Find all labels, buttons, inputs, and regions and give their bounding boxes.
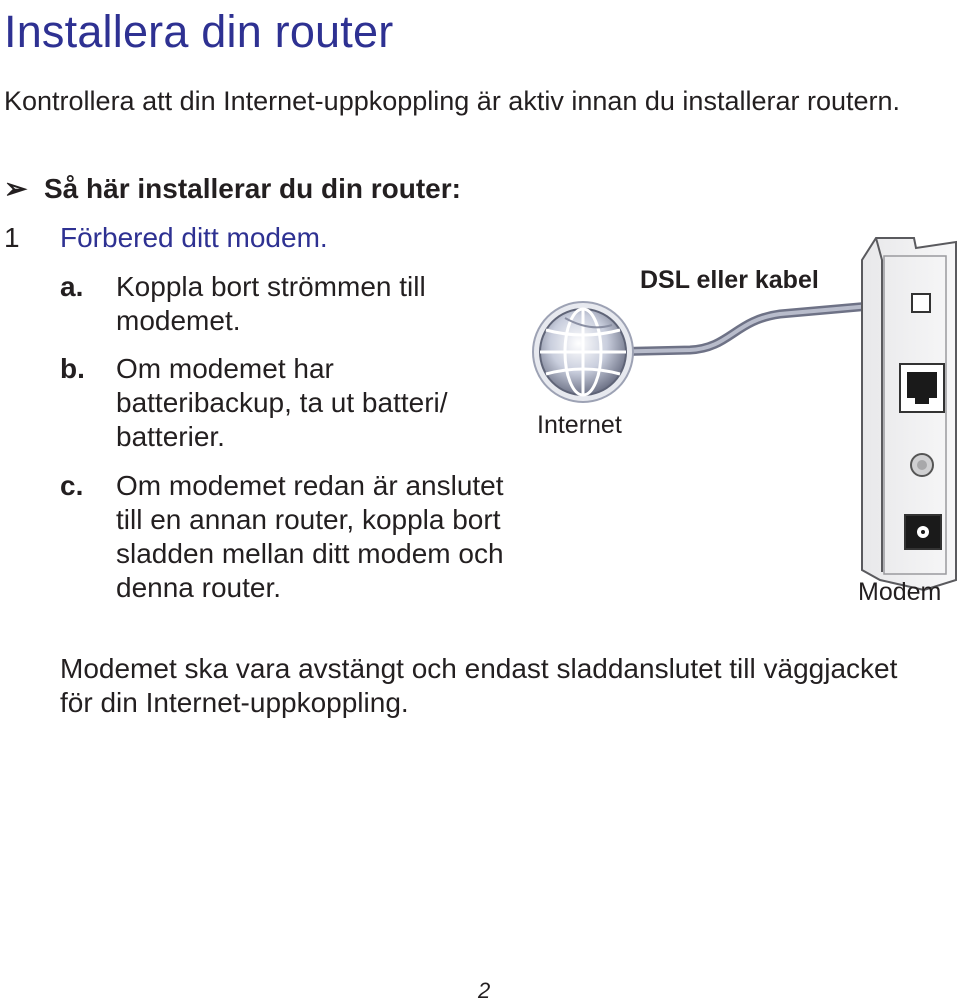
page-title: Installera din router (4, 6, 394, 57)
internet-label: Internet (537, 411, 622, 439)
page-number: 2 (478, 978, 491, 1003)
step-number: 1 (4, 222, 20, 253)
dsl-port-icon (912, 294, 930, 312)
substep-letter: a. (60, 271, 84, 302)
closing-paragraph: Modemet ska vara avstängt och endast sladdanslutet till väggjacket för din Internet-uppkoppling. (60, 653, 898, 718)
arrow-bullet-icon: ➢ (4, 173, 28, 204)
dsl-label: DSL eller kabel (640, 266, 819, 294)
substep-text: Om modemet redan är anslutet till en annan router, koppla bort sladden mellan ditt modem och denna router. (116, 470, 504, 603)
power-button-icon (911, 454, 933, 476)
power-jack-icon (905, 515, 941, 549)
steps-heading-text: Så här installerar du din router: (44, 173, 461, 204)
substep-text: Koppla bort strömmen till modemet. (116, 271, 426, 336)
substep-text: Om modemet har batteribackup, ta ut batteri/ batterier. (116, 353, 448, 452)
ethernet-port-icon (900, 364, 944, 412)
modem-label: Modem (858, 578, 942, 606)
step-text: Förbered ditt modem. (60, 222, 328, 253)
intro-paragraph: Kontrollera att din Internet-uppkoppling är aktiv innan du installerar routern. (4, 86, 901, 116)
substep-letter: b. (60, 353, 85, 384)
globe-icon (533, 302, 633, 402)
modem-device (862, 238, 956, 590)
substep-letter: c. (60, 470, 84, 501)
